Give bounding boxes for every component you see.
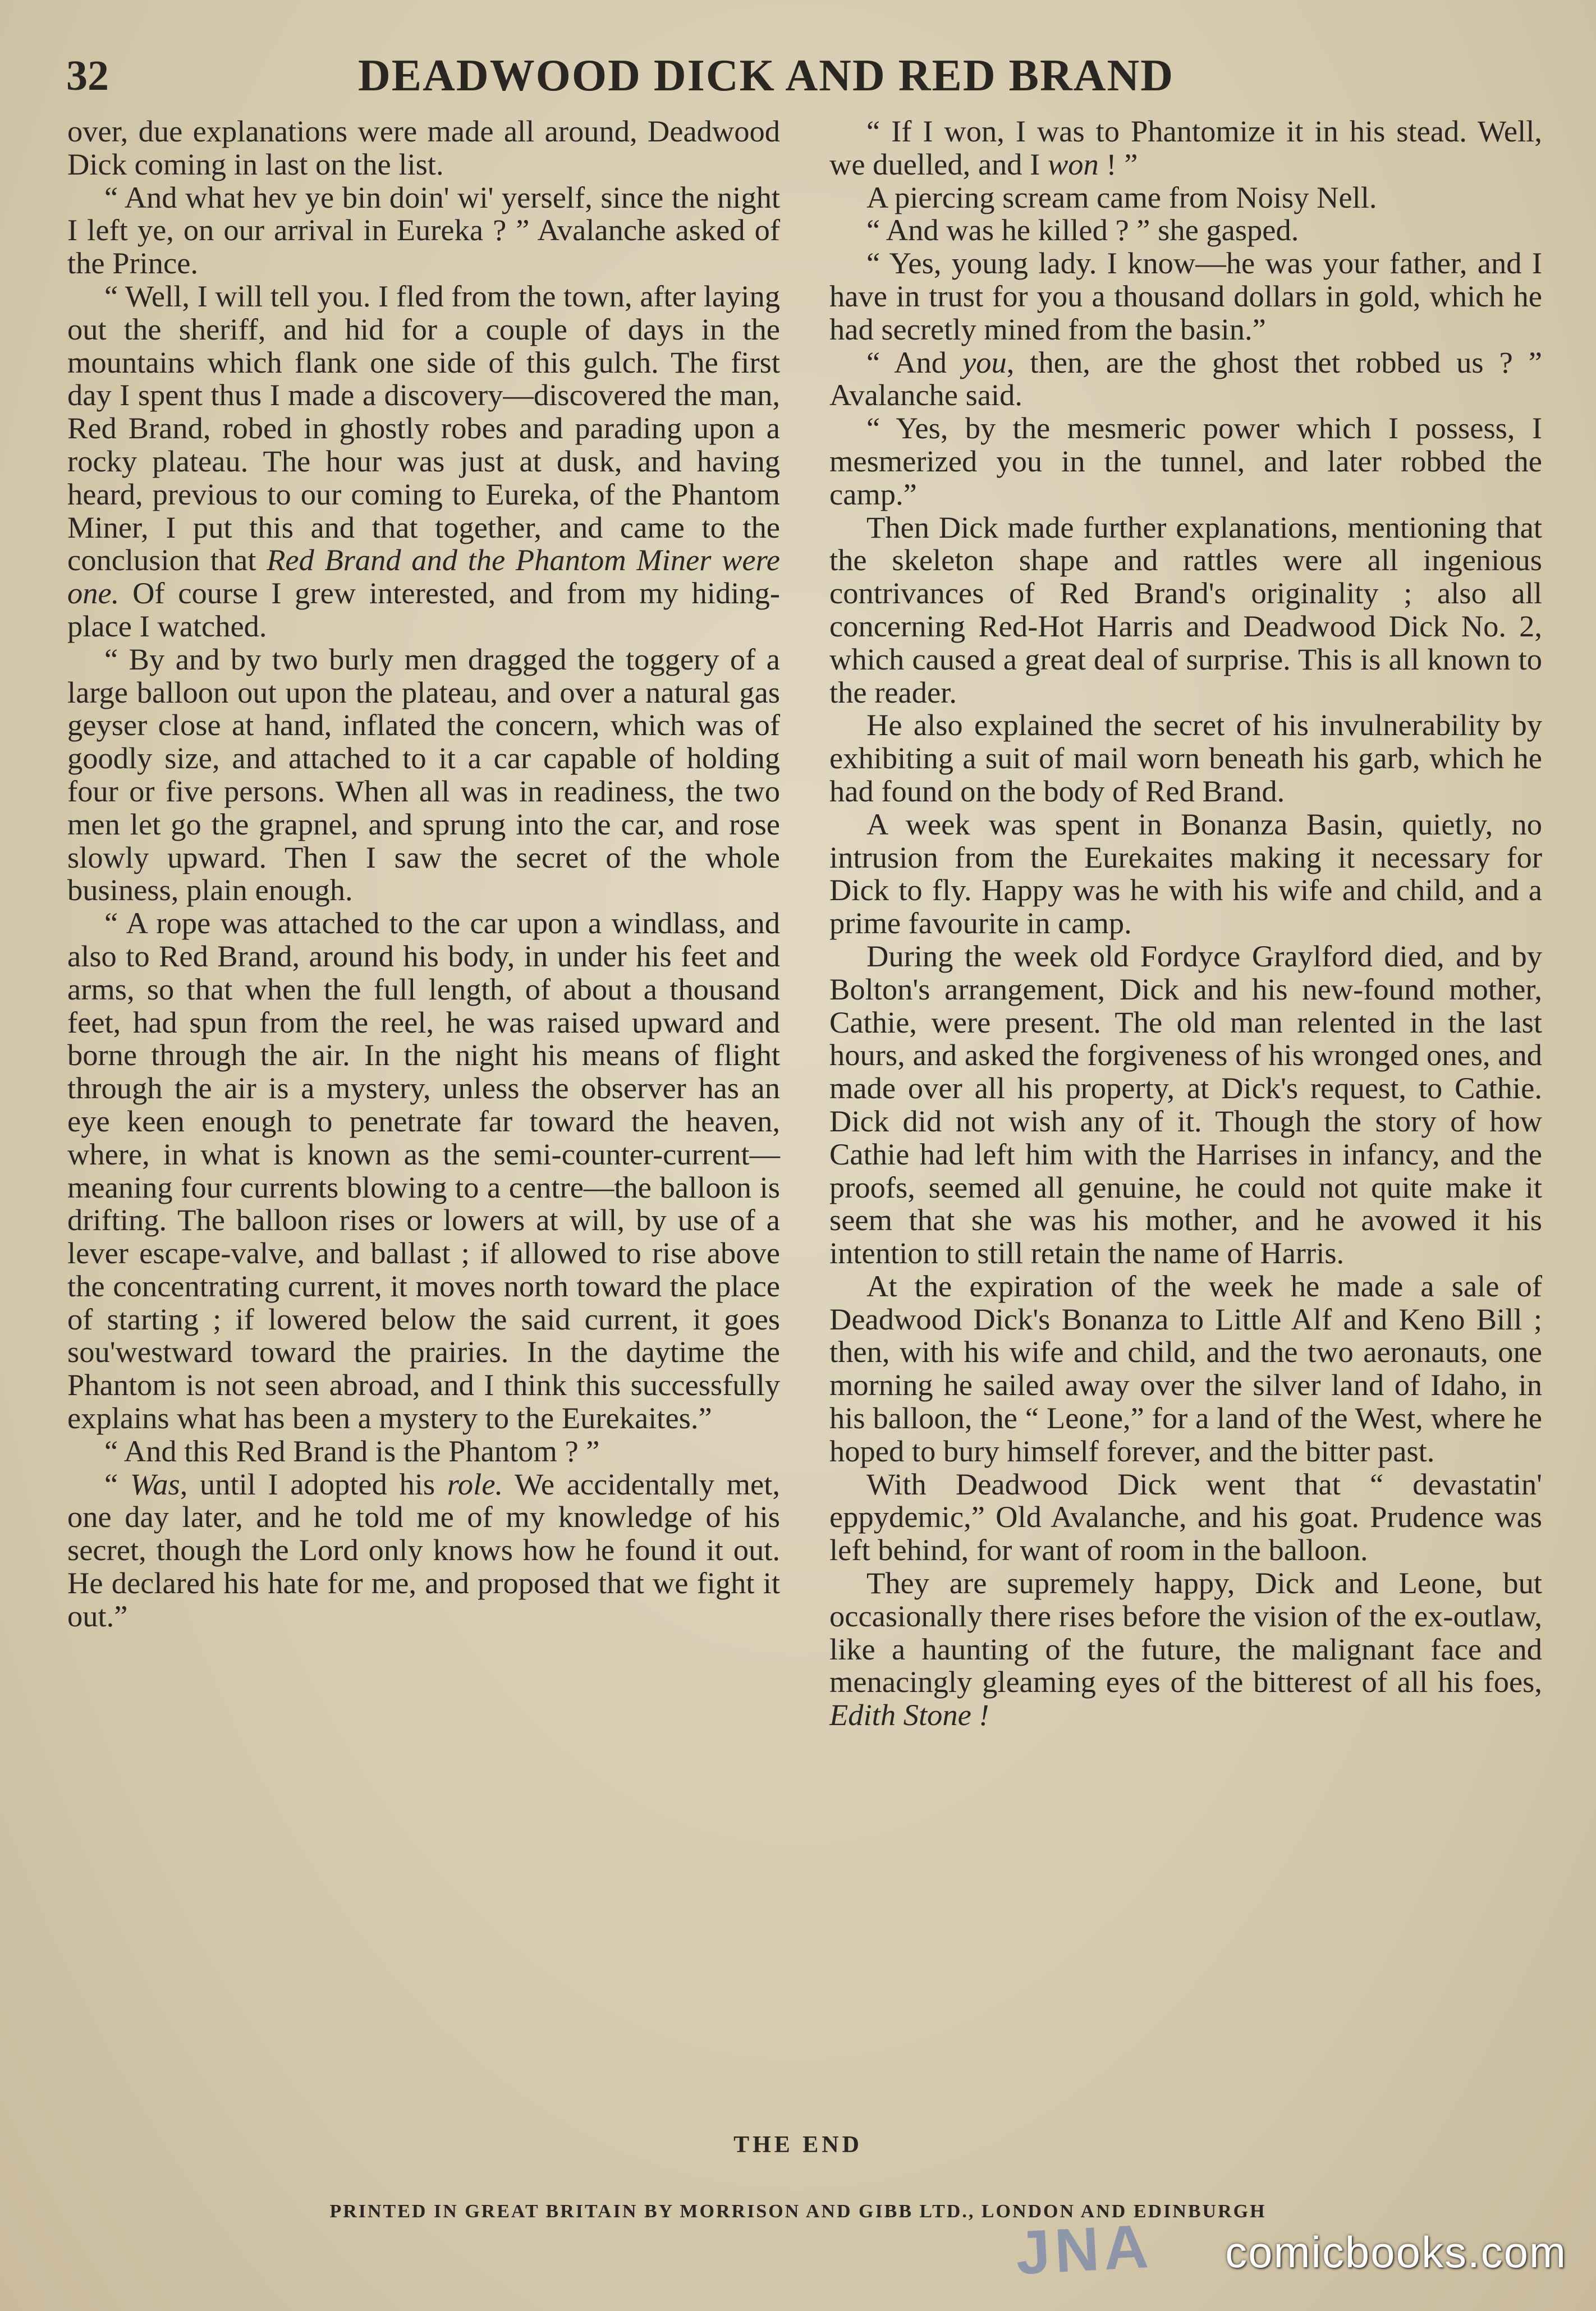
page-header: [66, 49, 1273, 103]
ink-stamp: JNA: [1013, 2211, 1155, 2288]
paragraph: A piercing scream came from Noisy Nell.: [866, 180, 1377, 214]
the-end-label: THE END: [733, 2132, 863, 2158]
italic-text: won: [1047, 146, 1099, 181]
paragraph: “ And this Red Brand is the Phantom ? ”: [104, 1433, 600, 1468]
paragraph: “ And was he killed ? ” she gasped.: [866, 213, 1299, 247]
paragraph: They are supremely happy, Dick and Leone, but occasionally there rises before the vision of the ex-outlaw, like a haunting of the future, the malignant face and menacingly gleaming eyes of the bitterest of all his foes, Edith Stone !: [829, 1566, 1542, 1732]
paragraph: over, due explanations were made all around, Deadwood Dick coming in last on the list.: [67, 114, 780, 181]
italic-text: Edith Stone !: [829, 1698, 989, 1732]
paragraph: “ Was, until I adopted his role. We accidentally met, one day later, and he told me of my knowledge of his secret, though the Lord only knows how he found it out. He declared his hate for me, and proposed that we fight it out.”: [67, 1466, 780, 1633]
paragraph: A week was spent in Bonanza Basin, quietly, no intrusion from the Eurekaites making it necessary for Dick to fly. Happy was he with his wife and child, and a prime favourite in camp.: [829, 806, 1542, 941]
right-column: [829, 115, 1542, 1732]
paragraph: Then Dick made further explanations, mentioning that the skeleton shape and rattles were all ingenious contrivances of Red Brand's originality ; also all concerning Red-Hot Harris and Deadwood Dick No. 2, which caused a great deal of surprise. This is all known to the reader.: [829, 510, 1542, 709]
paragraph: During the week old Fordyce Graylford died, and by Bolton's arrangement, Dick and his new-found mother, Cathie, were present. The old man relented in the last hours, and asked the forgiveness of his wronged ones, and made over all his property, at Dick's request, to Cathie. Dick did not wish any of it. Though the story of how Cathie had left him with the Harrises in infancy, and the proofs, seemed all genuine, he could not quite make it seem that she was his mother, and he avowed it his intention to still retain the name of Harris.: [829, 938, 1542, 1271]
paragraph: At the expiration of the week he made a sale of Deadwood Dick's Bonanza to Little Alf and Keno Bill ; then, with his wife and child, and the two aeronauts, one morning he sailed away over the silver land of Idaho, in his balloon, the “ Leone,” for a land of the West, where he hoped to bury himself forever, and the bitter past.: [829, 1268, 1542, 1468]
page-number: 32: [66, 52, 109, 99]
printer-imprint: PRINTED IN GREAT BRITAIN BY MORRISON AND GIBB LTD., LONDON AND EDINBURGH: [329, 2201, 1267, 2222]
italic-text: Was: [130, 1466, 180, 1501]
paragraph: “ Yes, young lady. I know—he was your father, and I have in trust for you a thousand dollars in gold, which he had secretly mined from the basin.”: [829, 246, 1542, 346]
site-watermark: comicbooks.com: [1225, 2227, 1567, 2277]
paragraph: “ And you, then, are the ghost thet robbed us ? ” Avalanche said.: [829, 345, 1542, 412]
paragraph: “ Well, I will tell you. I fled from the town, after laying out the sheriff, and hid for a couple of days in the mountains which flank one side of this gulch. The first day I spent thus I made a discovery—discovered the man, Red Brand, robed in ghostly robes and parading upon a rocky plateau. The hour was just at dusk, and having heard, previous to our coming to Eureka, of the Phantom Miner, I put this and that together, and came to the conclusion that Red Brand and the Phantom Miner were one. Of course I grew interested, and from my hiding-place I watched.: [67, 278, 780, 643]
paragraph: “ Yes, by the mesmeric power which I possess, I mesmerized you in the tunnel, and later robbed the camp.”: [829, 411, 1542, 511]
paragraph: “ And what hev ye bin doin' wi' yerself, since the night I left ye, on our arrival in Eureka ? ” Avalanche asked of the Prince.: [67, 180, 780, 281]
paragraph: “ If I won, I was to Phantomize it in his stead. Well, we duelled, and I won ! ”: [829, 114, 1542, 181]
italic-text: role.: [447, 1466, 503, 1501]
italic-text: you: [962, 345, 1007, 379]
italic-text: Red Brand and the Phantom Miner were one.: [67, 543, 780, 611]
paragraph: “ By and by two burly men dragged the toggery of a large balloon out upon the plateau, and over a natural gas geyser close at hand, inflated the concern, which was of goodly size, and attached to it a car capable of holding four or five persons. When all was in readiness, the two men let go the grapnel, and sprung into the car, and rose slowly upward. Then I saw the secret of the whole business, plain enough.: [67, 641, 780, 907]
running-title: DEADWOOD DICK AND RED BRAND: [358, 51, 1175, 100]
paragraph: With Deadwood Dick went that “ devastatin' eppydemic,” Old Avalanche, and his goat. Prudence was left behind, for want of room in the balloon.: [829, 1466, 1542, 1567]
paragraph: “ A rope was attached to the car upon a windlass, and also to Red Brand, around his body, in under his feet and arms, so that when the full length, of about a thousand feet, had spun from the reel, he was raised upward and borne through the air. In the night his means of flight through the air is a mystery, unless the observer has an eye keen enough to penetrate far toward the heaven, where, in what is known as the semi-counter-current—meaning four currents blowing to a centre—the balloon is drifting. The balloon rises or lowers at will, by use of a lever escape-valve, and ballast ; if allowed to rise above the concentrating current, it moves north toward the place of starting ; if lowered below the said current, it goes sou'westward toward the prairies. In the daytime the Phantom is not seen abroad, and I think this successfully explains what has been a mystery to the Eurekaites.”: [67, 906, 780, 1436]
paragraph: He also explained the secret of his invulnerability by exhibiting a suit of mail worn beneath his garb, which he had found on the body of Red Brand.: [829, 708, 1542, 808]
left-column: [67, 115, 780, 1633]
